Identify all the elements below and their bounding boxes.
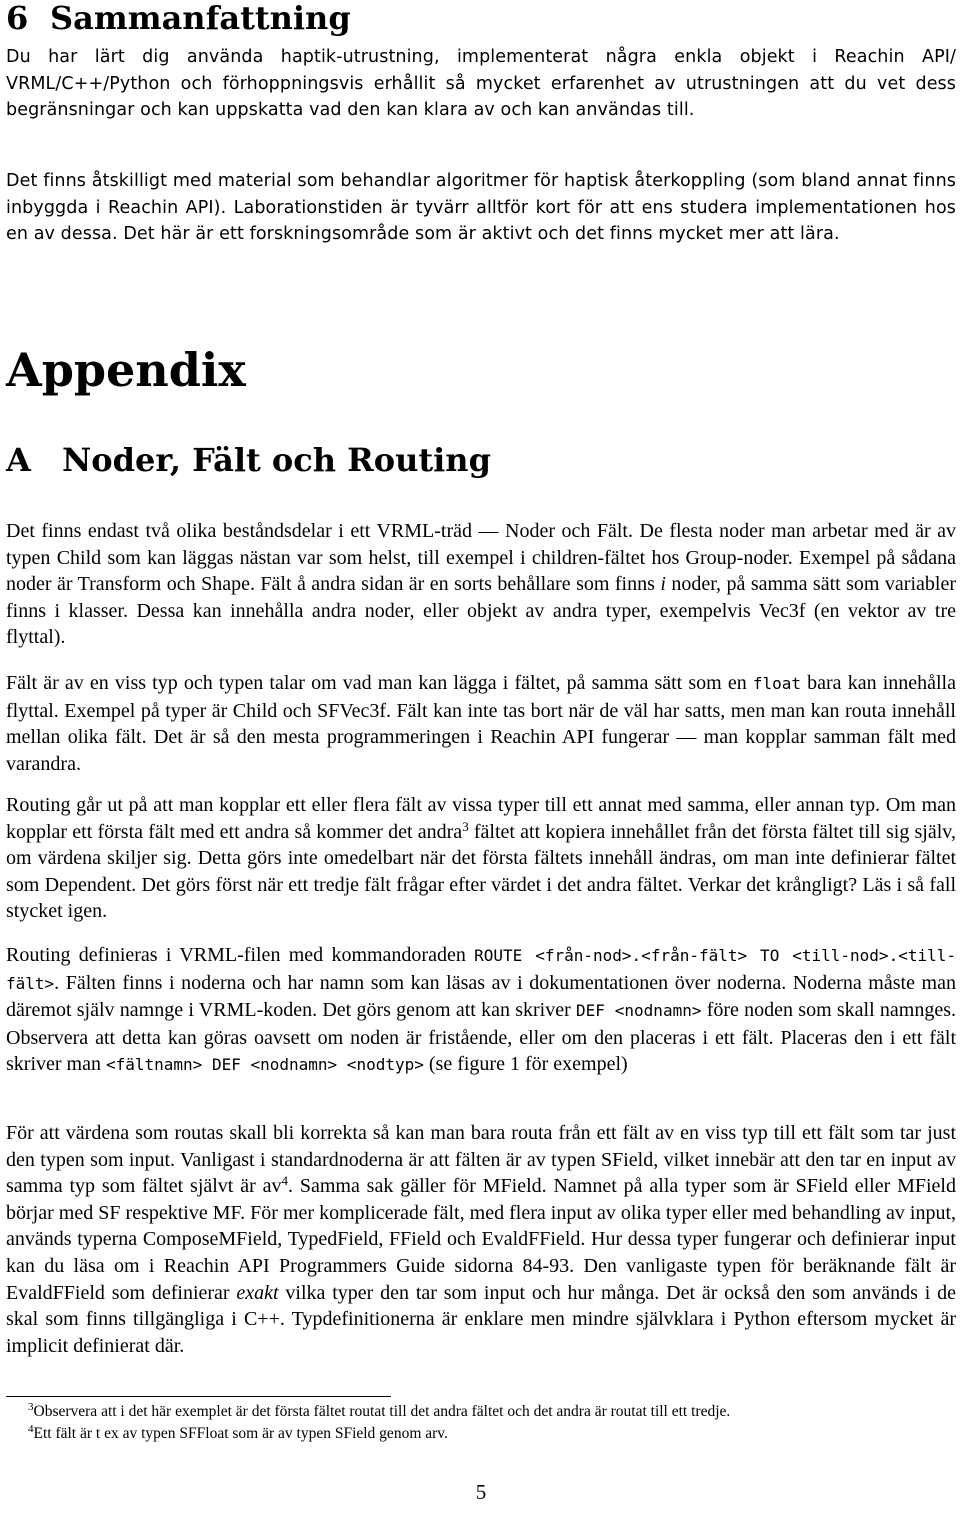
section-number: 6 xyxy=(6,0,29,37)
footnote-ref-4[interactable]: 4 xyxy=(281,1173,288,1189)
text-run: fältet att kopiera innehållet från det första fältet till sig själv, om värdena skiljer sig. Detta görs inte omedelbart när det första fältets innehåll ändras, om man inte definierar fältet som Dependent. Det görs först när ett tredje fält frågar efter värdet i det andra fältet. Verkar det krångligt? Läs i så fall stycket igen. xyxy=(6,820,956,923)
text-run: . Fälten finns i noderna och har namn som kan läsas av i dokumentationen över noderna. Noderna måste man däremot själv namnge i VRML-koden. Det görs genom att kan skriver xyxy=(6,971,956,1022)
text-run: . Samma sak gäller för MField. Namnet på alla typer som är SField eller MField börjar med SF respektive MF. För mer komplicerade fält, med flera input av olika typer eller med behandling av input, används typerna ComposeMField, TypedField, FField och EvaldFField. Hur dessa typer fungerar och definierar input kan du läsa om i Reachin API Programmers Guide sidorna 84-93. Den vanligaste typen för beräknande fält är EvaldFField som definierar xyxy=(6,1175,956,1304)
footnote-text: Ett fält är t ex av typen SFFloat som är av typen SField genom arv. xyxy=(33,1425,448,1442)
subsection-heading xyxy=(6,438,491,482)
inline-code: ROUTE <från-nod>.<från-fält> TO <till-nod>.<till-fält> xyxy=(6,946,956,993)
emphasis: exakt xyxy=(236,1281,279,1304)
appendix-paragraph-1 xyxy=(6,518,956,651)
emphasis: i xyxy=(660,573,666,596)
text-run: vilka typer den tar som input och hur många. Det är också den som används i de skal som finns tillgängliga i C++. Typdefinitionerna är enklare men mindre självklara i Python eftersom mycket är implicit definierat där. xyxy=(6,1281,956,1357)
inline-code: <fältnamn> DEF <nodnamn> <nodtyp> xyxy=(105,1055,424,1075)
appendix-heading: Appendix xyxy=(6,343,246,397)
appendix-paragraph-4 xyxy=(6,942,956,1079)
text-run: bara kan innehålla flyttal. Exempel på typer är Child och SFVec3f. Fält kan inte tas bort när de väl har satts, men man kan routa innehåll mellan olika fält. Det är så den mesta programmeringen i Reachin API fungerar — man kopplar samman fält med varandra. xyxy=(6,672,956,775)
subsection-title: Noder, Fält och Routing xyxy=(62,441,491,479)
page-number: 5 xyxy=(475,1480,487,1504)
summary-paragraph-2: Det finns åtskilligt med material som behandlar algoritmer för haptisk återkoppling (som bland annat finns inbyggda i Reachin API). Laborationstiden är tyvärr alltför kort för att ens studera implementationen hos en av dessa. Det här är ett forskningsområde som är aktivt och det finns mycket mer att lära. xyxy=(6,171,956,244)
inline-code: float xyxy=(752,674,802,693)
text-run: (se figure 1 för exempel) xyxy=(423,1053,628,1076)
subsection-number: A xyxy=(6,441,31,479)
text-run: Routing går ut på att man kopplar ett eller flera fält av vissa typer till ett annat med samma, eller annan typ. Om man kopplar ett första fält med ett andra så kommer det andra xyxy=(6,794,956,843)
footnote-mark: 4 xyxy=(28,1423,34,1435)
appendix-paragraph-2 xyxy=(6,670,956,777)
text-run: före noden som skall namnges. Observera att detta kan göras oavsett om noden är fristående, eller om den placeras i ett fält. Placeras den i ett fält skriver man xyxy=(6,999,956,1076)
section-title: Sammanfattning xyxy=(50,0,351,37)
footnote-mark: 3 xyxy=(28,1401,34,1413)
text-run: Routing definieras i VRML-filen med kommandoraden xyxy=(6,944,475,966)
text-run: Det finns endast två olika beståndsdelar i ett VRML-träd — Noder och Fält. De flesta noder man arbetar med är av typen Child som kan läggas nästan var som helst, till exempel i children-fältet hos Group-noder. Exempel på sådana noder är Transform och Shape. Fält å andra sidan är en sorts behållare som finns xyxy=(6,520,956,596)
appendix-paragraph-3 xyxy=(6,792,956,925)
section-heading xyxy=(6,0,351,36)
footnote-4 xyxy=(28,1424,958,1444)
text-run: noder, på samma sätt som variabler finns i klasser. Dessa kan innehålla andra noder, eller objekt av andra typer, exempelvis Vec3f (en vektor av tre flyttal). xyxy=(6,573,956,649)
inline-code: DEF <nodnamn> xyxy=(576,1001,702,1021)
text-run: Fält är av en viss typ och typen talar om vad man kan lägga i fältet, på samma sätt som en xyxy=(6,672,753,694)
appendix-paragraph-5 xyxy=(6,1120,956,1359)
footnote-ref-3[interactable]: 3 xyxy=(462,818,469,834)
footnote-3 xyxy=(28,1402,958,1422)
footnote-text: Observera att i det här exemplet är det första fältet routat till det andra fältet och det andra är routat till ett tredje. xyxy=(33,1403,731,1420)
text-run: För att värdena som routas skall bli korrekta så kan man bara routa från ett fält av en viss typ till ett fält som tar just den typen som input. Vanligast i standardnoderna är att fälten är av typen SField, vilket innebär att den tar en input av samma typ som fältet självt är av xyxy=(6,1122,956,1198)
footnote-rule xyxy=(6,1396,391,1397)
summary-paragraph-1: Du har lärt dig använda haptik-utrustning, implementerat några enkla objekt i Reachin API/ VRML/C++/Python och förhoppningsvis erhållit så mycket erfarenhet av utrustningen att du vet dess begränsningar och kan uppskatta vad den kan klara av och kan användas till. xyxy=(6,47,956,120)
